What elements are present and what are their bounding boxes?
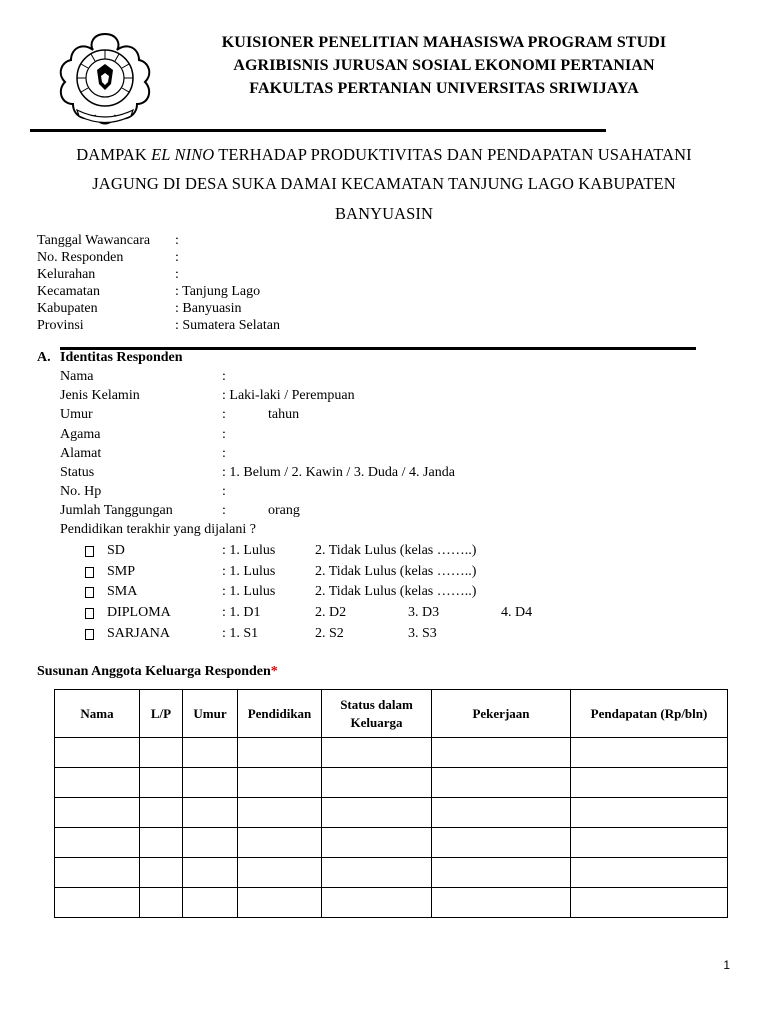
title-text-italic: EL NINO (151, 145, 215, 164)
table-cell[interactable] (432, 768, 571, 798)
field-value[interactable]: : 1. Belum / 2. Kawin / 3. Duda / 4. Janda (222, 465, 455, 480)
table-header-row (55, 690, 728, 738)
column-header: Nama (55, 690, 140, 738)
info-label: Kelurahan (37, 267, 96, 282)
field-label: Jenis Kelamin (60, 388, 140, 403)
field-row (0, 503, 768, 521)
section-number: A. (37, 350, 51, 365)
field-label: Agama (60, 427, 101, 442)
table-cell[interactable] (140, 738, 183, 768)
info-value: : Tanjung Lago (175, 284, 261, 299)
family-table-title (37, 664, 278, 680)
info-row (0, 232, 768, 249)
info-label: Tanggal Wawancara (37, 233, 151, 248)
column-header: Pendapatan (Rp/bln) (571, 690, 728, 738)
required-asterisk: * (270, 664, 278, 679)
table-row (55, 738, 728, 768)
family-members-table (54, 689, 728, 918)
field-row (0, 407, 768, 425)
table-cell[interactable] (571, 858, 728, 888)
interview-info (0, 232, 768, 334)
field-unit: orang (268, 503, 300, 518)
table-cell[interactable] (140, 828, 183, 858)
family-table-title-text: Susunan Anggota Keluarga Responden (37, 664, 271, 679)
field-label: Alamat (60, 446, 102, 461)
field-label: Status (60, 465, 95, 480)
header-divider (30, 129, 606, 132)
info-label: Provinsi (37, 318, 84, 333)
title-line-2: JAGUNG DI DESA SUKA DAMAI KECAMATAN TANJUNG LAGO KABUPATEN (92, 174, 676, 193)
section-title: Identitas Responden (60, 350, 183, 365)
info-row (0, 317, 768, 334)
table-cell[interactable] (140, 888, 183, 918)
info-label: No. Responden (37, 250, 124, 265)
info-row (0, 283, 768, 300)
field-row (0, 522, 768, 540)
field-row (0, 465, 768, 483)
table-cell[interactable] (238, 798, 322, 828)
education-option[interactable]: 3. D3 (408, 605, 440, 620)
table-cell[interactable] (238, 738, 322, 768)
table-cell[interactable] (432, 858, 571, 888)
education-row-sd (0, 543, 768, 561)
info-value[interactable]: : (175, 267, 179, 282)
table-cell[interactable] (238, 888, 322, 918)
table-cell[interactable] (322, 858, 432, 888)
table-row (55, 888, 728, 918)
table-cell[interactable] (571, 828, 728, 858)
field-row (0, 484, 768, 502)
table-row (55, 858, 728, 888)
field-unit: tahun (268, 407, 300, 422)
education-option[interactable]: 3. S3 (408, 626, 437, 641)
checkbox[interactable] (85, 567, 94, 578)
education-option[interactable]: : 1. S1 (222, 626, 259, 641)
checkbox[interactable] (85, 608, 94, 619)
education-option[interactable]: : 1. Lulus (222, 543, 276, 558)
info-row (0, 266, 768, 283)
checkbox[interactable] (85, 587, 94, 598)
table-cell[interactable] (140, 798, 183, 828)
info-value[interactable]: : (175, 233, 179, 248)
field-label: Nama (60, 369, 94, 384)
table-cell[interactable] (571, 888, 728, 918)
table-cell[interactable] (322, 828, 432, 858)
field-label: No. Hp (60, 484, 102, 499)
table-row (55, 798, 728, 828)
table-cell[interactable] (183, 738, 238, 768)
education-option[interactable]: : 1. D1 (222, 605, 261, 620)
education-level: DIPLOMA (107, 605, 171, 620)
table-cell[interactable] (55, 828, 140, 858)
table-row (55, 768, 728, 798)
table-cell[interactable] (432, 798, 571, 828)
table-cell[interactable] (571, 768, 728, 798)
checkbox[interactable] (85, 546, 94, 557)
field-value[interactable]: : (222, 427, 226, 442)
education-level: SMP (107, 564, 136, 579)
table-cell[interactable] (140, 858, 183, 888)
field-value[interactable]: : Laki-laki / Perempuan (222, 388, 355, 403)
education-option[interactable]: 2. Tidak Lulus (kelas ……..) (315, 584, 477, 599)
column-header: Umur (183, 690, 238, 738)
field-label: Umur (60, 407, 93, 422)
title-text-pre: DAMPAK (76, 145, 152, 164)
title-line-3: BANYUASIN (334, 204, 434, 223)
field-row (0, 388, 768, 406)
column-header: Pendidikan (238, 690, 322, 738)
education-option[interactable]: 2. D2 (315, 605, 347, 620)
field-value[interactable]: : (222, 369, 226, 384)
field-label: Pendidikan terakhir yang dijalani ? (60, 522, 256, 537)
column-header: Pekerjaan (432, 690, 571, 738)
table-cell[interactable] (238, 768, 322, 798)
table-cell[interactable] (140, 768, 183, 798)
education-row-diploma (0, 605, 768, 623)
table-cell[interactable] (183, 798, 238, 828)
table-cell[interactable] (322, 798, 432, 828)
field-label: Jumlah Tanggungan (60, 503, 173, 518)
field-value[interactable]: : (222, 484, 226, 499)
table-cell[interactable] (55, 738, 140, 768)
table-cell[interactable] (55, 858, 140, 888)
column-header: L/P (140, 690, 183, 738)
field-row (0, 446, 768, 464)
title-text-post: TERHADAP PRODUKTIVITAS DAN PENDAPATAN USAHATANI (214, 145, 692, 164)
table-cell[interactable] (432, 738, 571, 768)
info-row (0, 249, 768, 266)
education-option[interactable]: : 1. Lulus (222, 584, 276, 599)
table-cell[interactable] (238, 858, 322, 888)
education-option[interactable]: 2. Tidak Lulus (kelas ……..) (315, 543, 477, 558)
table-cell[interactable] (322, 888, 432, 918)
info-value: : Sumatera Selatan (175, 318, 280, 333)
header-line-3: FAKULTAS PERTANIAN UNIVERSITAS SRIWIJAYA (249, 80, 639, 97)
info-label: Kabupaten (37, 301, 98, 316)
table-cell[interactable] (322, 738, 432, 768)
table-cell[interactable] (183, 768, 238, 798)
page-number: 1 (723, 958, 730, 972)
info-row (0, 300, 768, 317)
education-row-sarjana (0, 626, 768, 644)
field-value[interactable]: : (222, 446, 226, 461)
education-level: SARJANA (107, 626, 171, 641)
header-line-2: AGRIBISNIS JURUSAN SOSIAL EKONOMI PERTANIAN (233, 57, 655, 74)
education-option[interactable]: : 1. Lulus (222, 564, 276, 579)
education-option[interactable]: 2. S2 (315, 626, 344, 641)
table-cell[interactable] (183, 828, 238, 858)
education-row-sma (0, 584, 768, 602)
field-row (0, 427, 768, 445)
table-cell[interactable] (571, 798, 728, 828)
table-cell[interactable] (238, 828, 322, 858)
checkbox[interactable] (85, 629, 94, 640)
table-cell[interactable] (322, 768, 432, 798)
table-cell[interactable] (183, 888, 238, 918)
column-header: Status dalam Keluarga (322, 690, 432, 738)
table-row (55, 828, 728, 858)
table-cell[interactable] (183, 858, 238, 888)
education-level: SD (107, 543, 125, 558)
education-option[interactable]: 4. D4 (501, 605, 533, 620)
field-value[interactable]: : (222, 407, 226, 422)
table-cell[interactable] (55, 798, 140, 828)
family-table-body (55, 738, 728, 918)
education-option[interactable]: 2. Tidak Lulus (kelas ……..) (315, 564, 477, 579)
table-cell[interactable] (55, 888, 140, 918)
info-value: : Banyuasin (175, 301, 242, 316)
field-row (0, 369, 768, 387)
education-row-smp (0, 564, 768, 582)
field-value[interactable]: : (222, 503, 226, 518)
table-cell[interactable] (432, 828, 571, 858)
table-cell[interactable] (432, 888, 571, 918)
table-cell[interactable] (571, 738, 728, 768)
header-line-1: KUISIONER PENELITIAN MAHASISWA PROGRAM STUDI (221, 34, 667, 51)
info-value[interactable]: : (175, 250, 179, 265)
info-label: Kecamatan (37, 284, 100, 299)
title-line-1 (0, 145, 768, 165)
table-cell[interactable] (55, 768, 140, 798)
education-level: SMA (107, 584, 138, 599)
